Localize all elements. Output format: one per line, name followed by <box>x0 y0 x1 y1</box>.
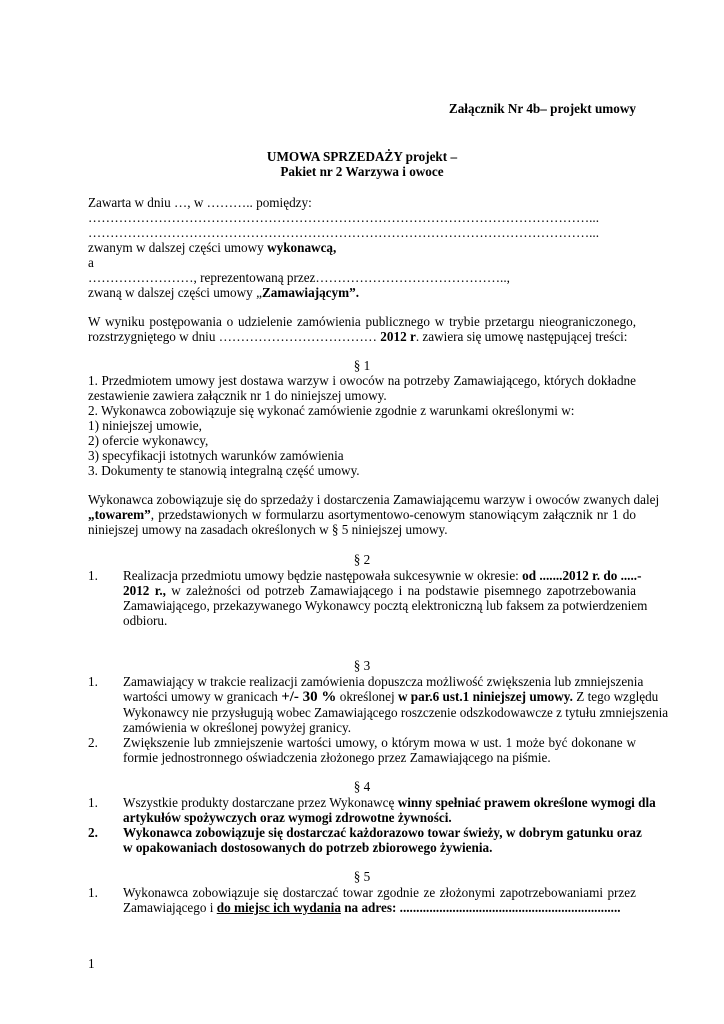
s3-p1-line-3: Wykonawcy nie przysługują wobec Zamawiającego roszczenie odszkodowawcze z tytułu zmniejszenia <box>123 705 669 720</box>
s4-p2-line-2: w opakowaniach dostosowanych do potrzeb zbiorowego żywienia. <box>123 840 493 855</box>
s4-item-1-number: 1. <box>88 795 98 810</box>
attachment-header: Załącznik Nr 4b– projekt umowy <box>448 101 636 116</box>
title-line-1: UMOWA SPRZEDAŻY projekt – <box>266 149 458 164</box>
s5-p1-line-1: Wykonawca zobowiązuje się dostarczać towar zgodnie ze złożonymi zapotrzebowaniami przez <box>123 885 636 900</box>
s3-p2-line-1: Zwiększenie lub zmniejszenie wartości umowy, o którym mowa w ust. 1 może być dokonane w <box>123 735 636 750</box>
s3-p1-line-1: Zamawiający w trakcie realizacji zamówienia dopuszcza możliwość zwiększenia lub zmniejszenia <box>123 674 644 689</box>
s3-item-2-number: 2. <box>88 735 98 750</box>
section-3-heading: § 3 <box>353 658 371 673</box>
intro-line-2: ……………………………………………………………………………………………………... <box>88 210 600 225</box>
s4-p1-line-1: Wszystkie produkty dostarczane przez Wykonawcę winny spełniać prawem określone wymogi dla <box>123 795 656 810</box>
s2-line-2: 2012 r., w zależności od potrzeb Zamawiającego i na podstawie pisemnego zapotrzebowania <box>123 583 636 598</box>
s5-item-1-number: 1. <box>88 885 98 900</box>
s3-p2-line-2: formie jednostronnego oświadczenia złożonego przez Zamawiającego na piśmie. <box>123 750 551 765</box>
s2-line-1: Realizacja przedmiotu umowy będzie następowała sukcesywnie w okresie: od .......2012 r. do .....- <box>123 568 642 583</box>
intro-line-3: ……………………………………………………………………………………………………... <box>88 225 600 240</box>
intro-line-4: zwanym w dalszej części umowy wykonawcą, <box>88 240 337 255</box>
goods-line-1: Wykonawca zobowiązuje się do sprzedaży i dostarczenia Zamawiającemu warzyw i owoców zwanych dalej <box>88 492 660 507</box>
preamble-line-2: rozstrzygniętego w dniu ……………………………… 2012 r. zawiera się umowę następującej treści: <box>88 329 628 344</box>
intro-line-7: zwaną w dalszej części umowy „Zamawiającym”. <box>88 285 359 300</box>
s5-p1-line-2: Zamawiającego i do miejsc ich wydania na adres: ................................................................... <box>123 900 621 915</box>
preamble-line-1: W wyniku postępowania o udzielenie zamówienia publicznego w trybie przetargu nieograniczonego, <box>88 314 636 329</box>
goods-line-3: niniejszej umowy na zasadach określonych w § 5 niniejszej umowy. <box>88 522 448 537</box>
section-4-heading: § 4 <box>353 779 371 794</box>
s1-line-7: 3. Dokumenty te stanowią integralną część umowy. <box>88 463 360 478</box>
intro-line-1: Zawarta w dniu …, w ……….. pomiędzy: <box>88 195 312 210</box>
s2-item-number: 1. <box>88 568 98 583</box>
s1-line-5: 2) ofercie wykonawcy, <box>88 433 209 448</box>
s2-line-4: odbioru. <box>123 613 168 628</box>
intro-line-6: ……………………, reprezentowaną przez…………………………………….., <box>88 270 510 285</box>
section-2-heading: § 2 <box>353 552 371 567</box>
s3-p1-line-4: zamówienia w określonej powyżej granicy. <box>123 720 352 735</box>
s3-p1-line-2: wartości umowy w granicach +/- 30 % określonej w par.6 ust.1 niniejszej umowy. Z tego względu <box>123 689 659 705</box>
title-line-2: Pakiet nr 2 Warzywa i owoce <box>280 164 444 179</box>
section-1-heading: § 1 <box>353 358 371 373</box>
s1-line-3: 2. Wykonawca zobowiązuje się wykonać zamówienie zgodnie z warunkami określonymi w: <box>88 403 575 418</box>
s3-item-1-number: 1. <box>88 674 98 689</box>
s1-line-1: 1. Przedmiotem umowy jest dostawa warzyw i owoców na potrzeby Zamawiającego, których dokładne <box>88 373 636 388</box>
s1-line-4: 1) niniejszej umowie, <box>88 418 202 433</box>
section-5-heading: § 5 <box>353 869 371 884</box>
page-number: 1 <box>88 956 95 971</box>
s1-line-6: 3) specyfikacji istotnych warunków zamówienia <box>88 448 344 463</box>
intro-line-5: a <box>88 255 94 270</box>
s4-item-2-number: 2. <box>88 825 98 840</box>
goods-line-2: „towarem”, przedstawionych w formularzu asortymentowo-cenowym stanowiącym załącznik nr 1 do <box>88 507 636 522</box>
s2-line-3: Zamawiającego, przekazywanego Wykonawcy pocztą elektroniczną lub faksem za potwierdzeniem <box>123 598 648 613</box>
s4-p1-line-2: artykułów spożywczych oraz wymogi zdrowotne żywności. <box>123 810 452 825</box>
s4-p2-line-1: Wykonawca zobowiązuje się dostarczać każdorazowo towar świeży, w dobrym gatunku oraz <box>123 825 642 840</box>
s1-line-2: zestawienie zawiera załącznik nr 1 do niniejszej umowy. <box>88 388 387 403</box>
